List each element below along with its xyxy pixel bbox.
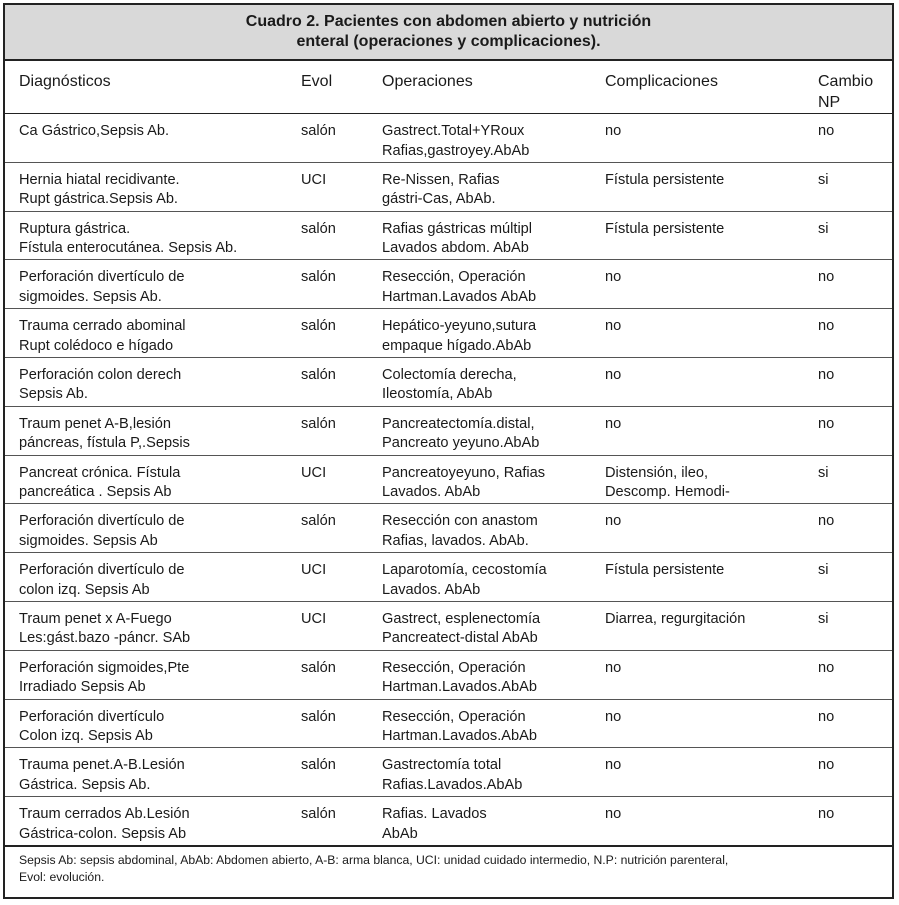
cell-operaciones-line: gástri-Cas, AbAb. xyxy=(382,191,496,208)
cell-operaciones-line: Lavados abdom. AbAb xyxy=(382,240,529,257)
cell-operaciones-line: Rafias. Lavados xyxy=(382,806,487,823)
cell-operaciones-line: Resección, Operación xyxy=(382,269,526,286)
cell-operaciones-line: Rafias, lavados. AbAb. xyxy=(382,532,529,549)
header-operaciones: Operaciones xyxy=(382,61,605,114)
cell-operaciones-line: Resección, Operación xyxy=(382,708,526,725)
cell-diagnostico xyxy=(5,553,301,602)
table-row xyxy=(5,699,892,748)
cell-complicaciones xyxy=(605,797,818,846)
cell-complicaciones-line: Fístula persistente xyxy=(605,171,725,188)
footnote-line-2: Evol: evolución. xyxy=(19,869,105,884)
cell-operaciones-line: Hartman.Lavados.AbAb xyxy=(382,728,537,745)
cell-complicaciones-line: no xyxy=(605,415,622,432)
cell-diagnostico xyxy=(5,797,301,846)
cell-operaciones-line: AbAb xyxy=(382,825,418,842)
cell-complicaciones-line: no xyxy=(605,269,622,286)
cell-diagnostico-line: Hernia hiatal recidivante. xyxy=(19,171,180,188)
cell-diagnostico-line: Les:gást.bazo -páncr. SAb xyxy=(19,630,191,647)
cell-diagnostico-line: Fístula enterocutánea. Sepsis Ab. xyxy=(19,240,238,257)
cell-diagnostico-line: Rupt colédoco e hígado xyxy=(19,337,174,354)
cell-operaciones xyxy=(382,260,605,309)
cell-operaciones xyxy=(382,162,605,211)
cell-diagnostico-line: Trauma penet.A-B.Lesión xyxy=(19,757,185,774)
cell-complicaciones-line: Diarrea, regurgitación xyxy=(605,610,746,627)
table-row xyxy=(5,162,892,211)
cell-evol: salón xyxy=(301,114,382,163)
footnote xyxy=(5,847,892,886)
cell-diagnostico-line: Perforación divertículo de xyxy=(19,562,185,579)
cell-complicaciones-line: Descomp. Hemodi- xyxy=(605,484,730,501)
cell-operaciones-line: Rafias,gastroyey.AbAb xyxy=(382,142,530,159)
cell-diagnostico xyxy=(5,357,301,406)
cell-complicaciones-line: no xyxy=(605,659,622,676)
cell-operaciones-line: Ileostomía, AbAb xyxy=(382,386,493,403)
cell-cambio-np: si xyxy=(818,455,892,504)
table-row xyxy=(5,504,892,553)
cell-evol: salón xyxy=(301,309,382,358)
cell-evol: UCI xyxy=(301,601,382,650)
table-frame xyxy=(3,3,894,899)
cell-complicaciones-line: Fístula persistente xyxy=(605,220,725,237)
cell-complicaciones-line: no xyxy=(605,318,622,335)
table-row xyxy=(5,650,892,699)
cell-operaciones xyxy=(382,406,605,455)
cell-complicaciones xyxy=(605,114,818,163)
cell-evol: salón xyxy=(301,406,382,455)
cell-operaciones-line: Gastrectomía total xyxy=(382,757,502,774)
cell-diagnostico-line: páncreas, fístula P,.Sepsis xyxy=(19,435,190,452)
cell-complicaciones xyxy=(605,504,818,553)
title-line-2: enteral (operaciones y complicaciones). xyxy=(296,33,601,50)
cell-diagnostico-line: Sepsis Ab. xyxy=(19,386,88,403)
cell-evol: UCI xyxy=(301,162,382,211)
header-diagnosticos: Diagnósticos xyxy=(5,61,301,114)
table-row xyxy=(5,309,892,358)
cell-operaciones-line: Pancreatect-distal AbAb xyxy=(382,630,538,647)
cell-complicaciones-line: Fístula persistente xyxy=(605,562,725,579)
cell-complicaciones-line: no xyxy=(605,366,622,383)
table-title xyxy=(5,5,892,61)
cell-diagnostico-line: Pancreat crónica. Fístula xyxy=(19,464,181,481)
cell-cambio-np: no xyxy=(818,748,892,797)
cell-complicaciones xyxy=(605,260,818,309)
cell-complicaciones xyxy=(605,748,818,797)
header-evol: Evol xyxy=(301,61,382,114)
table-row xyxy=(5,211,892,260)
cell-diagnostico-line: Perforación divertículo de xyxy=(19,513,185,530)
cell-cambio-np: no xyxy=(818,260,892,309)
cell-operaciones xyxy=(382,114,605,163)
cell-operaciones xyxy=(382,748,605,797)
cell-diagnostico xyxy=(5,699,301,748)
cell-cambio-np: si xyxy=(818,553,892,602)
cell-complicaciones-line: no xyxy=(605,513,622,530)
cell-operaciones-line: Pancreatectomía.distal, xyxy=(382,415,535,432)
cell-cambio-np: no xyxy=(818,357,892,406)
header-cambio-line-2: NP xyxy=(818,94,841,111)
cell-evol: UCI xyxy=(301,553,382,602)
cell-evol: salón xyxy=(301,650,382,699)
cell-diagnostico-line: sigmoides. Sepsis Ab. xyxy=(19,288,162,305)
cell-operaciones xyxy=(382,309,605,358)
cell-operaciones-line: Hartman.Lavados.AbAb xyxy=(382,679,537,696)
cell-cambio-np: no xyxy=(818,699,892,748)
cell-cambio-np: no xyxy=(818,504,892,553)
cell-complicaciones xyxy=(605,406,818,455)
cell-operaciones-line: Hartman.Lavados AbAb xyxy=(382,288,537,305)
cell-diagnostico-line: Rupt gástrica.Sepsis Ab. xyxy=(19,191,178,208)
cell-operaciones-line: Resección con anastom xyxy=(382,513,538,530)
cell-diagnostico-line: Irradiado Sepsis Ab xyxy=(19,679,146,696)
cell-diagnostico xyxy=(5,601,301,650)
cell-diagnostico-line: Perforación colon derech xyxy=(19,366,182,383)
cell-cambio-np: no xyxy=(818,650,892,699)
cell-diagnostico xyxy=(5,162,301,211)
cell-operaciones-line: Resección, Operación xyxy=(382,659,526,676)
cell-diagnostico-line: colon izq. Sepsis Ab xyxy=(19,581,150,598)
cell-diagnostico-line: sigmoides. Sepsis Ab xyxy=(19,532,158,549)
cell-diagnostico-line: Perforación sigmoides,Pte xyxy=(19,659,190,676)
cell-complicaciones xyxy=(605,601,818,650)
cell-operaciones-line: Pancreatoyeyuno, Rafias xyxy=(382,464,546,481)
cell-evol: salón xyxy=(301,504,382,553)
table-row xyxy=(5,748,892,797)
table-row xyxy=(5,260,892,309)
cell-operaciones-line: Re-Nissen, Rafias xyxy=(382,171,500,188)
header-complicaciones: Complicaciones xyxy=(605,61,818,114)
cell-diagnostico xyxy=(5,211,301,260)
patients-table xyxy=(5,61,892,847)
cell-diagnostico-line: Perforación divertículo xyxy=(19,708,165,725)
cell-operaciones xyxy=(382,699,605,748)
cell-evol: salón xyxy=(301,260,382,309)
cell-operaciones-line: Lavados. AbAb xyxy=(382,484,481,501)
cell-complicaciones-line: no xyxy=(605,806,622,823)
table-row xyxy=(5,553,892,602)
cell-complicaciones xyxy=(605,455,818,504)
cell-operaciones-line: Lavados. AbAb xyxy=(382,581,481,598)
cell-operaciones-line: Rafias gástricas múltipl xyxy=(382,220,533,237)
cell-operaciones-line: Rafias.Lavados.AbAb xyxy=(382,776,523,793)
cell-diagnostico-line: Gástrica. Sepsis Ab. xyxy=(19,776,151,793)
cell-operaciones xyxy=(382,553,605,602)
cell-diagnostico-line: Colon izq. Sepsis Ab xyxy=(19,728,153,745)
cell-diagnostico xyxy=(5,114,301,163)
cell-diagnostico xyxy=(5,455,301,504)
cell-operaciones xyxy=(382,797,605,846)
table-row xyxy=(5,601,892,650)
cell-diagnostico-line: Ruptura gástrica. xyxy=(19,220,131,237)
title-line-1: Cuadro 2. Pacientes con abdomen abierto y nutrición xyxy=(245,13,652,30)
cell-operaciones-line: Colectomía derecha, xyxy=(382,366,517,383)
cell-complicaciones xyxy=(605,309,818,358)
cell-diagnostico-line: Traum penet x A-Fuego xyxy=(19,610,172,627)
cell-diagnostico-line: Traum cerrados Ab.Lesión xyxy=(19,806,190,823)
table-row xyxy=(5,455,892,504)
table-row xyxy=(5,797,892,846)
cell-operaciones-line: Laparotomía, cecostomía xyxy=(382,562,547,579)
cell-operaciones xyxy=(382,504,605,553)
cell-complicaciones xyxy=(605,162,818,211)
cell-diagnostico-line: Perforación divertículo de xyxy=(19,269,185,286)
cell-operaciones xyxy=(382,455,605,504)
header-row xyxy=(5,61,892,114)
header-cambio-line-1: Cambio xyxy=(818,73,874,90)
footnote-line-1: Sepsis Ab: sepsis abdominal, AbAb: Abdomen abierto, A-B: arma blanca, UCI: unidad cuidado intermedio, N.P: nutrición parenteral, xyxy=(19,852,729,867)
cell-diagnostico-line: Ca Gástrico,Sepsis Ab. xyxy=(19,123,170,139)
cell-evol: salón xyxy=(301,699,382,748)
cell-operaciones xyxy=(382,601,605,650)
cell-complicaciones xyxy=(605,211,818,260)
cell-cambio-np: no xyxy=(818,309,892,358)
cell-cambio-np: si xyxy=(818,162,892,211)
cell-evol: salón xyxy=(301,211,382,260)
cell-cambio-np: no xyxy=(818,406,892,455)
cell-diagnostico xyxy=(5,260,301,309)
cell-diagnostico xyxy=(5,504,301,553)
cell-cambio-np: no xyxy=(818,797,892,846)
cell-evol: UCI xyxy=(301,455,382,504)
cell-cambio-np: no xyxy=(818,114,892,163)
cell-evol: salón xyxy=(301,357,382,406)
cell-diagnostico xyxy=(5,309,301,358)
cell-cambio-np: si xyxy=(818,211,892,260)
header-cambio-np xyxy=(818,61,892,114)
cell-cambio-np: si xyxy=(818,601,892,650)
cell-operaciones xyxy=(382,357,605,406)
cell-diagnostico-line: Trauma cerrado abominal xyxy=(19,318,186,335)
cell-complicaciones xyxy=(605,553,818,602)
cell-operaciones xyxy=(382,650,605,699)
cell-complicaciones xyxy=(605,650,818,699)
table-row xyxy=(5,114,892,163)
cell-operaciones-line: Gastrect, esplenectomía xyxy=(382,610,541,627)
cell-complicaciones xyxy=(605,357,818,406)
cell-complicaciones-line: Distensión, ileo, xyxy=(605,464,709,481)
cell-complicaciones-line: no xyxy=(605,708,622,725)
table-row xyxy=(5,357,892,406)
cell-diagnostico-line: Gástrica-colon. Sepsis Ab xyxy=(19,825,187,842)
cell-operaciones-line: empaque hígado.AbAb xyxy=(382,337,532,354)
cell-diagnostico xyxy=(5,650,301,699)
cell-diagnostico xyxy=(5,406,301,455)
cell-complicaciones xyxy=(605,699,818,748)
cell-operaciones-line: Hepático-yeyuno,sutura xyxy=(382,318,537,335)
cell-complicaciones-line: no xyxy=(605,757,622,774)
cell-diagnostico-line: pancreática . Sepsis Ab xyxy=(19,484,172,501)
cell-operaciones-line: Gastrect.Total+YRoux xyxy=(382,123,525,139)
cell-operaciones-line: Pancreato yeyuno.AbAb xyxy=(382,435,540,452)
cell-operaciones xyxy=(382,211,605,260)
cell-evol: salón xyxy=(301,748,382,797)
cell-diagnostico-line: Traum penet A-B,lesión xyxy=(19,415,171,432)
cell-evol: salón xyxy=(301,797,382,846)
cell-complicaciones-line: no xyxy=(605,123,622,139)
table-row xyxy=(5,406,892,455)
cell-diagnostico xyxy=(5,748,301,797)
